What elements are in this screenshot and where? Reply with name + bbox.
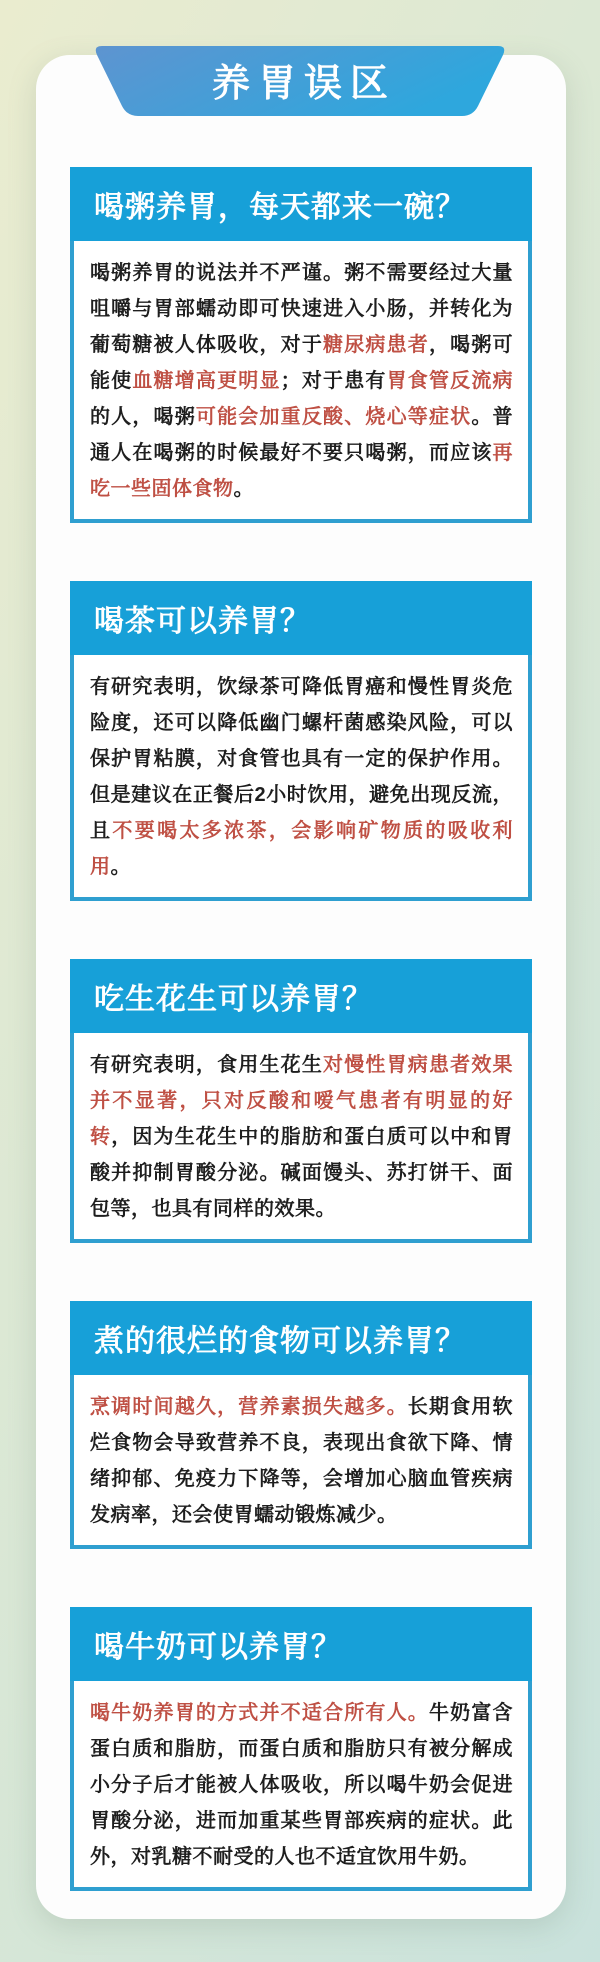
- body-text-segment: 牛奶富含蛋白质和脂肪，而蛋白质和脂肪只有被分解成小分子后才能被人体吸收，所以喝牛奶会促进胃酸分泌，进而加重某些胃部疾病的症状。此外，对乳糖不耐受的人也不适宜饮用牛奶。: [90, 1702, 514, 1868]
- highlighted-text-segment: 可能会加重反酸、烧心等症状: [195, 406, 472, 428]
- myth-card-header: [70, 1607, 532, 1681]
- main-panel: [36, 55, 566, 1919]
- highlighted-text-segment: 再吃一些固体食物: [90, 442, 513, 500]
- banner-title: 养胃误区: [211, 62, 396, 105]
- myth-card-title: 吃生花生可以养胃？: [94, 983, 373, 1016]
- highlighted-text-segment: 不要喝太多浓茶，会影响矿物质的吸收利用: [90, 820, 514, 878]
- myth-card-body: [70, 1681, 532, 1891]
- banner-ribbon: [94, 46, 506, 120]
- body-text-segment: 长期食用软烂食物会导致营养不良，表现出食欲下降、情绪抑郁、免疫力下降等，会增加心脑血管疾病发病率，还会使胃蠕动锻炼减少。: [90, 1396, 514, 1526]
- myth-card-title: 喝牛奶可以养胃？: [94, 1631, 342, 1664]
- body-text-segment: 。普通人在喝粥的时候最好不要只喝粥，而应该: [90, 406, 514, 464]
- body-text-segment: 有研究表明，饮绿茶可降低胃癌和慢性胃炎危险度，还可以降低幽门螺杆菌感染风险，可以保护胃粘膜，对食管也具有一定的保护作用。但是建议在正餐后2小时饮用，避免出现反流，且: [90, 676, 513, 842]
- myth-card-header: [70, 581, 532, 655]
- myth-card-body: [70, 1375, 532, 1549]
- myth-card-title: 喝茶可以养胃？: [94, 605, 311, 638]
- highlighted-text-segment: 胃食管反流病: [386, 370, 514, 392]
- highlighted-text-segment: 对慢性胃病患者效果并不显著，只对反酸和嗳气患者有明显的好转: [90, 1054, 514, 1148]
- body-text-segment: ；对于患有: [280, 370, 387, 392]
- myth-card-title: 喝粥养胃，每天都来一碗？: [94, 191, 466, 224]
- body-text-segment: 。: [233, 478, 254, 500]
- highlighted-text-segment: 血糖增高更明显: [132, 370, 281, 392]
- body-text-segment: 喝粥养胃的说法并不严谨。粥不需要经过大量咀嚼与胃部蠕动即可快速进入小肠，并转化为葡萄糖被人体吸收，对于: [90, 262, 513, 356]
- myth-card-title: 煮的很烂的食物可以养胃？: [94, 1325, 466, 1358]
- body-text-segment: ，因为生花生中的脂肪和蛋白质可以中和胃酸并抑制胃酸分泌。碱面馒头、苏打饼干、面包等，也具有同样的效果。: [90, 1126, 514, 1220]
- body-text-segment: 有研究表明，食用生花生: [90, 1054, 324, 1076]
- myth-card-soft-food: [70, 1301, 532, 1549]
- myth-card-porridge: [70, 167, 532, 523]
- highlighted-text-segment: 烹调时间越久，营养素损失越多。: [90, 1396, 408, 1418]
- myth-card-tea: [70, 581, 532, 901]
- myth-card-header: [70, 1301, 532, 1375]
- myth-card-body: [70, 655, 532, 901]
- myth-card-peanut: [70, 959, 532, 1243]
- body-text-segment: 的人，喝粥: [90, 406, 196, 428]
- myth-card-milk: [70, 1607, 532, 1891]
- myth-card-body: [70, 1033, 532, 1243]
- highlighted-text-segment: 喝牛奶养胃的方式并不适合所有人。: [90, 1702, 429, 1724]
- myth-card-body: [70, 241, 532, 523]
- myth-card-header: [70, 959, 532, 1033]
- myth-card-header: [70, 167, 532, 241]
- highlighted-text-segment: 糖尿病患者: [323, 334, 429, 356]
- body-text-segment: ，喝粥可能使: [90, 334, 514, 392]
- body-text-segment: 。: [110, 856, 131, 878]
